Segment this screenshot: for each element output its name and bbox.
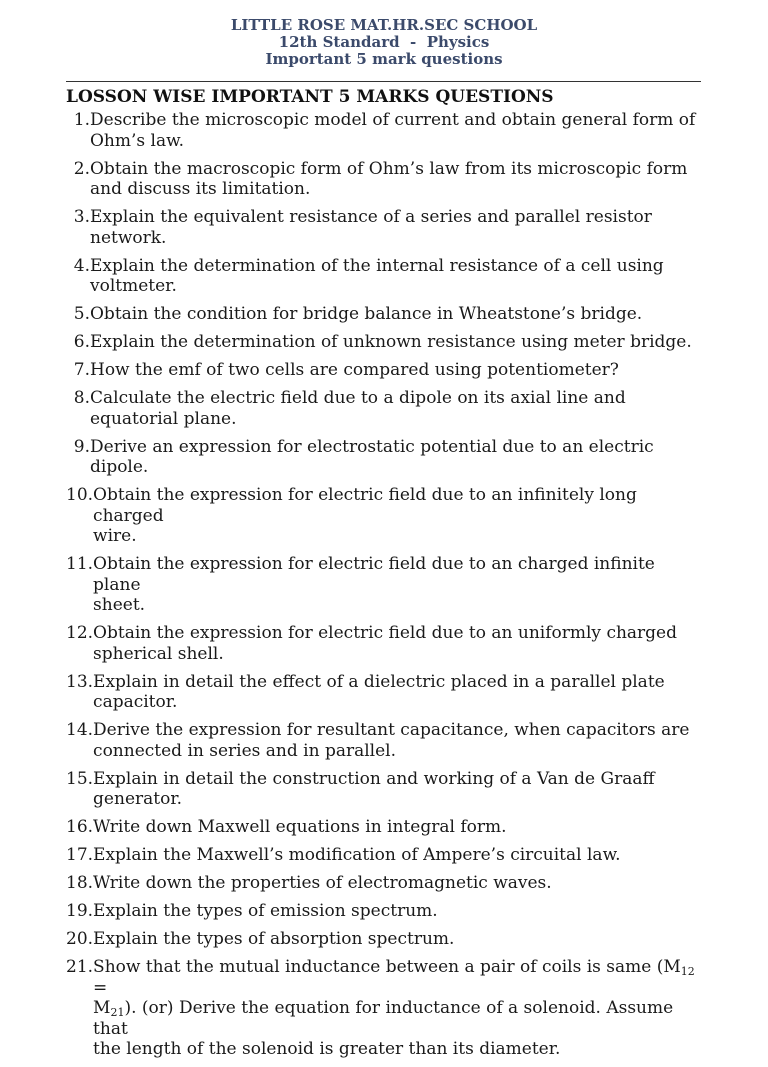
question-item	[66, 256, 706, 297]
question-item	[66, 929, 706, 950]
question-text	[93, 769, 706, 810]
question-item	[66, 672, 706, 713]
question-text	[90, 207, 706, 248]
question-item	[66, 769, 706, 810]
question-line-text: ). (or) Derive the equation for inductance of a solenoid. Assume that	[93, 998, 674, 1039]
question-item	[66, 388, 706, 429]
question-item	[66, 110, 706, 151]
school-name: LITTLE ROSE MAT.HR.SEC SCHOOL	[230, 16, 538, 34]
question-line: connected in series and in parallel.	[93, 740, 397, 761]
question-line: Explain the types of emission spectrum.	[93, 901, 438, 921]
question-number: 13.	[66, 671, 94, 692]
question-number: 6.	[73, 332, 90, 352]
question-text	[90, 304, 706, 325]
question-line: Derive the expression for resultant capacitance, when capacitors are	[93, 720, 690, 740]
question-number: 8.	[73, 388, 90, 408]
question-text	[90, 360, 706, 381]
question-line: Obtain the macroscopic form of Ohm’s law from its microscopic form	[90, 158, 688, 179]
question-line: the length of the solenoid is greater than its diameter.	[93, 1039, 561, 1059]
question-line: capacitor.	[93, 692, 178, 712]
question-item	[66, 437, 706, 478]
question-line: Write down Maxwell equations in integral form.	[93, 817, 507, 837]
question-item	[66, 360, 706, 381]
question-line: Obtain the expression for electric field due to an charged infinite plane	[93, 554, 655, 595]
question-number: 10.	[66, 485, 94, 505]
question-line: Obtain the condition for bridge balance in Wheatstone’s bridge.	[90, 304, 643, 324]
question-text	[93, 957, 706, 1060]
question-line: Describe the microscopic model of current and obtain general form of	[90, 110, 696, 130]
question-line: generator.	[93, 789, 182, 809]
question-item	[66, 623, 706, 664]
question-number: 9.	[73, 436, 90, 457]
question-item	[66, 720, 706, 761]
question-text	[93, 672, 706, 713]
question-item	[66, 332, 706, 353]
question-item	[66, 207, 706, 248]
question-number: 3.	[73, 207, 90, 227]
question-item	[66, 159, 706, 200]
question-number: 5.	[73, 304, 90, 324]
question-number: 1.	[73, 110, 90, 130]
document-header	[0, 17, 768, 68]
question-line: sheet.	[93, 595, 146, 615]
question-number: 20.	[66, 929, 94, 949]
question-text	[90, 437, 706, 478]
question-line: Explain the Maxwell’s modification of Ampere’s circuital law.	[93, 845, 621, 865]
question-text	[90, 159, 706, 200]
question-line: Explain the determination of the internal resistance of a cell using	[90, 255, 664, 276]
question-line: Explain in detail the effect of a dielectric placed in a parallel plate	[93, 671, 665, 692]
question-number: 7.	[73, 360, 90, 380]
question-line	[93, 957, 706, 998]
question-line	[93, 998, 706, 1039]
question-number: 17.	[66, 845, 94, 865]
question-line: equatorial plane.	[90, 408, 237, 429]
question-line-text: =	[93, 977, 108, 998]
question-line: Obtain the expression for electric field due to an uniformly charged	[93, 623, 677, 643]
standard-subject: 12th Standard - Physics	[278, 33, 490, 51]
document-subtitle: Important 5 mark questions	[265, 50, 503, 68]
question-line: Explain the types of absorption spectrum.	[93, 929, 455, 949]
subscript: 21	[110, 1006, 125, 1019]
question-item	[66, 957, 706, 1060]
question-line: Ohm’s law.	[90, 130, 185, 151]
question-line: Write down the properties of electromagnetic waves.	[93, 873, 552, 893]
question-item	[66, 485, 706, 547]
question-item	[66, 845, 706, 866]
question-line: Calculate the electric field due to a dipole on its axial line and	[90, 388, 626, 408]
question-text	[93, 485, 706, 547]
question-text	[90, 110, 706, 151]
question-item	[66, 873, 706, 894]
question-line: Explain in detail the construction and working of a Van de Graaff	[93, 768, 655, 789]
question-number: 11.	[66, 554, 94, 574]
question-line: and discuss its limitation.	[90, 179, 311, 199]
question-list	[66, 110, 706, 1067]
question-line: Obtain the expression for electric field due to an infinitely long charged	[93, 485, 637, 526]
subscript: 12	[680, 965, 695, 978]
question-item	[66, 304, 706, 325]
question-line-text: M	[93, 998, 111, 1018]
question-text	[90, 256, 706, 297]
question-number: 21.	[66, 957, 94, 977]
question-text	[93, 901, 706, 922]
question-text	[93, 929, 706, 950]
question-line: network.	[90, 227, 167, 248]
question-line: spherical shell.	[93, 643, 224, 664]
question-text	[90, 388, 706, 429]
question-text	[90, 332, 706, 353]
question-number: 14.	[66, 720, 94, 740]
question-line: Derive an expression for electrostatic potential due to an electric dipole.	[90, 436, 654, 477]
question-number: 18.	[66, 873, 94, 893]
question-text	[93, 623, 706, 664]
question-text	[93, 720, 706, 761]
section-title: LOSSON WISE IMPORTANT 5 MARKS QUESTIONS	[66, 87, 554, 107]
question-number: 2.	[73, 158, 90, 179]
question-number: 12.	[66, 623, 94, 643]
question-text	[93, 845, 706, 866]
question-number: 4.	[73, 255, 90, 276]
question-line-text: Show that the mutual inductance between a pair of coils is same (M	[93, 957, 681, 977]
question-text	[93, 817, 706, 838]
header-divider	[66, 81, 701, 82]
question-item	[66, 554, 706, 616]
question-text	[93, 873, 706, 894]
question-line: voltmeter.	[90, 276, 177, 296]
question-line: How the emf of two cells are compared using potentiometer?	[90, 360, 619, 380]
question-line: wire.	[93, 526, 137, 546]
question-number: 19.	[66, 901, 94, 921]
question-line: Explain the equivalent resistance of a series and parallel resistor	[90, 207, 652, 227]
question-line: Explain the determination of unknown resistance using meter bridge.	[90, 332, 692, 352]
question-text	[93, 554, 706, 616]
question-item	[66, 817, 706, 838]
question-item	[66, 901, 706, 922]
question-number: 16.	[66, 817, 94, 837]
question-number: 15.	[66, 768, 94, 789]
